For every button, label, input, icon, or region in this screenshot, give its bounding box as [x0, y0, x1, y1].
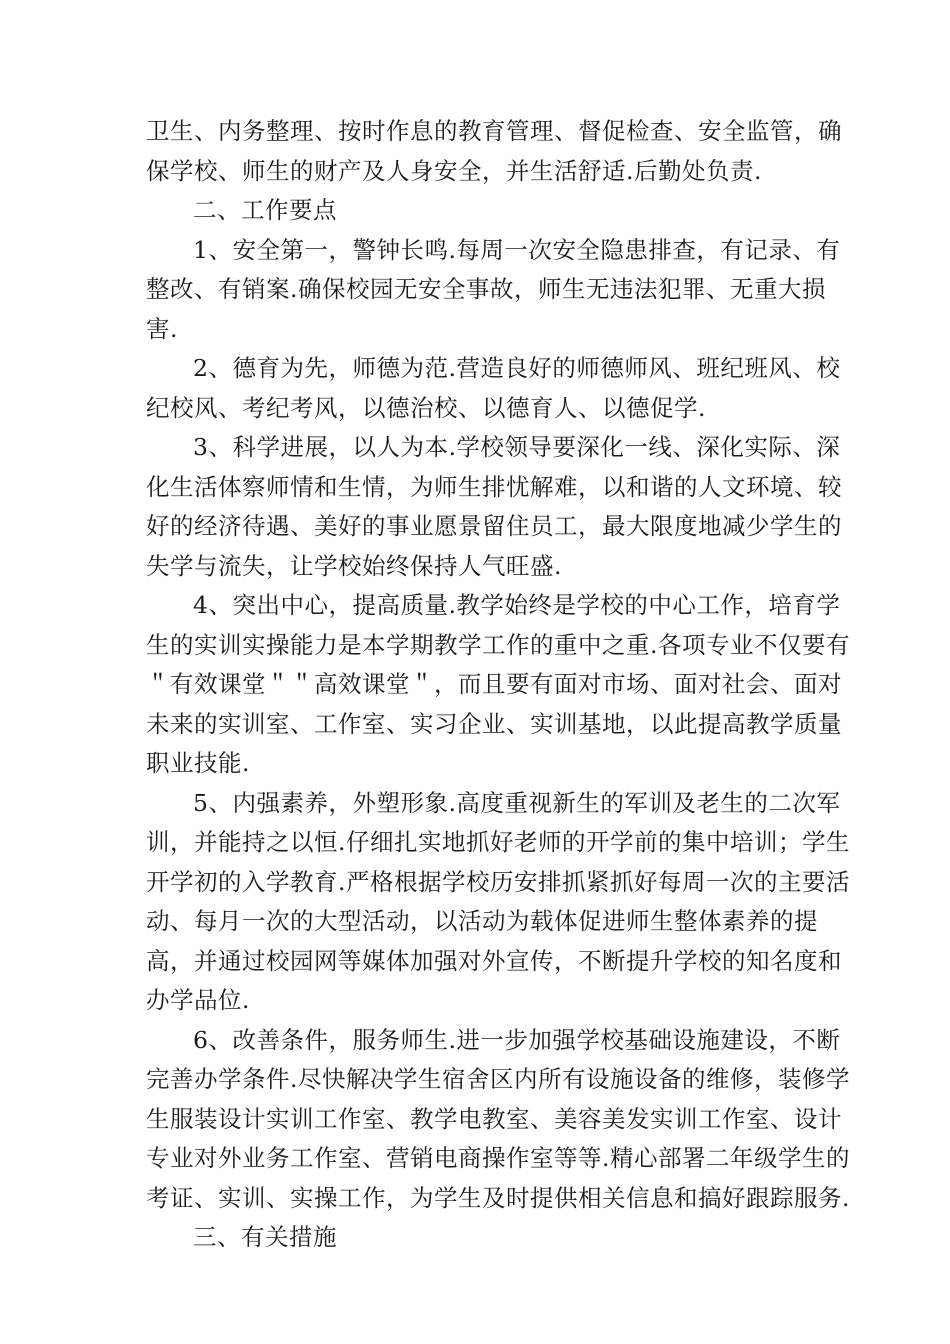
text-line: 办学品位.: [146, 986, 250, 1014]
text-line: 考证、实训、实操工作，为学生及时提供相关信息和搞好跟踪服务.: [146, 1183, 850, 1212]
text-line: 整改、有销案.确保校园无安全事故，师生无违法犯罪、无重大损: [146, 275, 826, 303]
text-line: 4、突出中心，提高质量.教学始终是学校的中心工作，培育学: [193, 591, 841, 619]
text-line: 5、内强素养，外塑形象.高度重视新生的军训及老生的二次军: [193, 788, 841, 817]
text-line: 未来的实训室、工作室、实习企业、实训基地，以此提高教学质量: [146, 709, 842, 738]
text-line: 动、每月一次的大型活动，以活动为载体促进师生整体素养的提: [146, 907, 818, 935]
text-line: 1、安全第一，警钟长鸣.每周一次安全隐患排查，有记录、有: [193, 235, 841, 264]
text-line: 训，并能持之以恒.仔细扎实地抓好老师的开学前的集中培训；学生: [146, 828, 850, 856]
text-line: 2、德育为先，师德为范.营造良好的师德师风、班纪班风、校: [193, 354, 841, 382]
text-line: 开学初的入学教育.严格根据学校历安排抓紧抓好每周一次的主要活: [146, 867, 850, 896]
text-line: 纪校风、考纪考风，以德治校、以德育人、以德促学.: [146, 393, 706, 422]
text-line: 失学与流失，让学校始终保持人气旺盛.: [146, 551, 562, 580]
text-line: 害.: [146, 314, 178, 343]
text-line: 保学校、师生的财产及人身安全，并生活舒适.后勤处负责.: [146, 156, 762, 185]
text-line: 生服装设计实训工作室、教学电教室、美容美发实训工作室、设计: [146, 1104, 842, 1133]
text-line: 化生活体察师情和生情，为师生排忧解难，以和谐的人文环境、较: [146, 472, 842, 501]
text-line: ＂有效课堂＂＂高效课堂＂，而且要有面对市场、面对社会、面对: [146, 670, 842, 698]
text-line: 职业技能.: [146, 749, 250, 777]
text-line: 高，并通过校园网等媒体加强对外宣传，不断提升学校的知名度和: [146, 946, 842, 975]
text-line: 生的实训实操能力是本学期教学工作的重中之重.各项专业不仅要有: [146, 630, 850, 659]
text-line: 完善办学条件.尽快解决学生宿舍区内所有设施设备的维修，装修学: [146, 1065, 850, 1093]
document-body: [146, 112, 850, 1258]
section-heading: 二、工作要点: [193, 196, 337, 224]
text-line: 6、改善条件，服务师生.进一步加强学校基础设施建设，不断: [193, 1025, 841, 1054]
text-line: 好的经济待遇、美好的事业愿景留住员工，最大限度地减少学生的: [146, 512, 842, 540]
text-line: 3、科学进展，以人为本.学校领导要深化一线、深化实际、深: [193, 433, 841, 461]
text-line: 卫生、内务整理、按时作息的教育管理、督促检查、安全监管，确: [146, 117, 842, 145]
text-line: 专业对外业务工作室、营销电商操作室等等.精心部署二年级学生的: [146, 1144, 850, 1172]
section-heading: 三、有关措施: [193, 1223, 337, 1251]
